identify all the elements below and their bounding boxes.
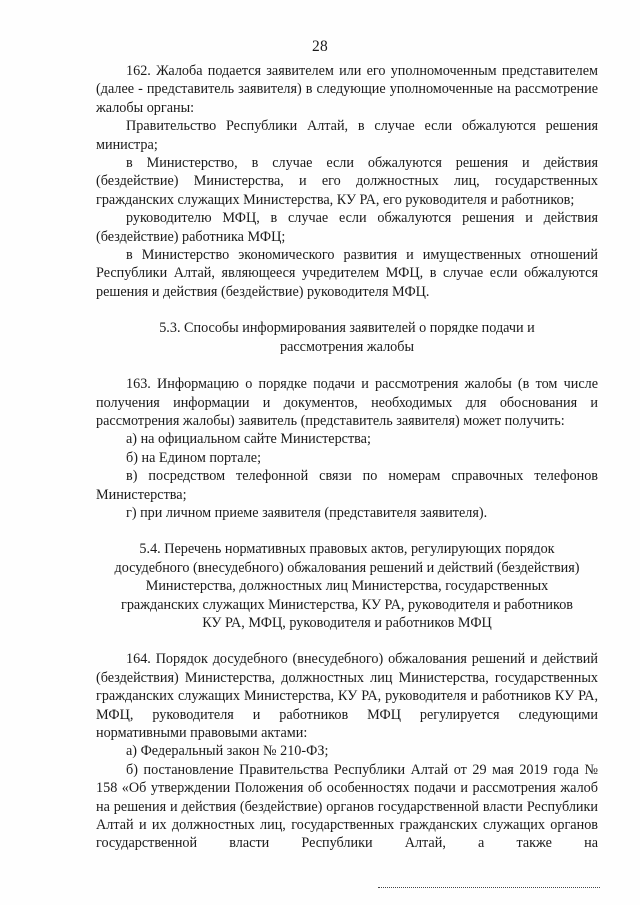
list-item-federal-law: а) Федеральный закон № 210-ФЗ; xyxy=(126,743,329,760)
section-5-3-heading-line-2: рассмотрения жалобы xyxy=(279,338,415,355)
paragraph-ministry: в Министерство, в случае если обжалуются решения и действия (бездействие) Министерства, и его должностных лиц, государственных гражданских служащих Министерства, КУ РА, его руководителя и работников; xyxy=(96,155,598,208)
page-number: 28 xyxy=(311,38,329,55)
section-5-3-heading-line-1: 5.3. Способы информирования заявителей о порядке подачи и xyxy=(159,320,535,337)
section-5-4-heading-line-1: 5.4. Перечень нормативных правовых актов, регулирующих порядок xyxy=(139,541,555,558)
list-item-b: б) на Едином портале; xyxy=(126,449,262,466)
section-5-4 xyxy=(96,540,598,853)
section-5-4-heading-line-3: Министерства, должностных лиц Министерства, государственных xyxy=(145,578,549,595)
list-item-government-resolution: б) постановление Правительства Республики Алтай от 29 мая 2019 года № 158 «Об утверждении Положения об особенностях подачи и рассмотрения жалоб на решения и действия (бездействие) органов государственной власти Республики Алтай и их должностных лиц, государственных гражданских служащих органов государственной власти Республики Алтай, а также на xyxy=(96,761,598,852)
footer-rule xyxy=(378,887,600,888)
paragraph-163: 163. Информацию о порядке подачи и рассмотрения жалобы (в том числе получения информации и документов, необходимых для обоснования и рассмотрения жалобы) заявитель (представитель заявителя) может получить: xyxy=(96,376,598,429)
section-5-4-heading-line-4: гражданских служащих Министерства, КУ РА, руководителя и работников xyxy=(121,596,573,613)
paragraph-economic-ministry: в Министерство экономического развития и имущественных отношений Республики Алтай, являющееся учредителем МФЦ, в случае если обжалуются решения и действия (бездействие) руководителя МФЦ. xyxy=(96,247,598,300)
section-5-3 xyxy=(96,319,598,522)
paragraph-164: 164. Порядок досудебного (внесудебного) обжалования решений и действий (бездействия) Министерства, должностных лиц Министерства, государственных гражданских служащих Министерства, КУ РА, руководителя и работников КУ РА, МФЦ, руководителя и работников МФЦ регулируется следующими нормативными правовыми актами: xyxy=(96,651,598,741)
list-item-a: а) на официальном сайте Министерства; xyxy=(126,431,371,448)
document-body xyxy=(96,62,598,853)
section-5-4-heading-line-2: досудебного (внесудебного) обжалования решений и действий (бездействия) xyxy=(114,559,580,576)
paragraph-162: 162. Жалоба подается заявителем или его уполномоченным представителем (далее - представитель заявителя) в следующие уполномоченные на рассмотрение жалобы органы: xyxy=(96,63,598,116)
section-complaint-bodies xyxy=(96,62,598,301)
paragraph-mfc-head: руководителю МФЦ, в случае если обжалуются решения и действия (бездействие) работника МФЦ; xyxy=(96,210,598,245)
section-5-4-heading-line-5: КУ РА, МФЦ, руководителя и работников МФЦ xyxy=(202,614,492,631)
paragraph-government: Правительство Республики Алтай, в случае если обжалуются решения министра; xyxy=(96,118,598,153)
list-item-g: г) при личном приеме заявителя (представителя заявителя). xyxy=(126,504,488,521)
list-item-v: в) посредством телефонной связи по номерам справочных телефонов Министерства; xyxy=(96,468,598,503)
